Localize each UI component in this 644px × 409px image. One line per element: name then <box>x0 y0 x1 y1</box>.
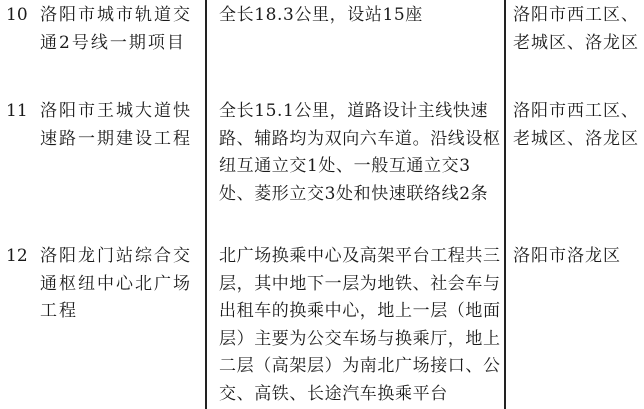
project-desc: 全长15.1公里，道路设计主线快速路、辅路均为双向六车道。沿线设枢纽互通立交1处、一般互通立交3处、菱形立交3处和快速联络线2条 <box>219 101 501 204</box>
project-name: 洛阳市王城大道快速路一期建设工程 <box>40 101 192 149</box>
column-divider <box>504 0 506 409</box>
project-location: 洛阳市西工区、老城区、洛龙区 <box>513 5 639 53</box>
project-desc: 全长18.3公里，设站15座 <box>219 5 423 25</box>
project-location: 洛阳市洛龙区 <box>513 246 621 266</box>
row-number: 10 <box>6 5 28 25</box>
project-location: 洛阳市西工区、老城区、洛龙区 <box>513 101 639 149</box>
row-number: 12 <box>6 246 28 266</box>
project-name: 洛阳龙门站综合交通枢纽中心北广场工程 <box>40 246 192 321</box>
column-divider <box>205 0 207 409</box>
project-desc: 北广场换乘中心及高架平台工程共三层，其中地下一层为地铁、社会车与出租车的换乘中心，地上一层（地面层）主要为公交车场与换乘厅，地上二层（高架层）为南北广场接口、公交、高铁、长途汽车换乘平台 <box>219 246 501 404</box>
row-number: 11 <box>6 101 28 121</box>
project-name: 洛阳市城市轨道交通2号线一期项目 <box>40 5 192 53</box>
